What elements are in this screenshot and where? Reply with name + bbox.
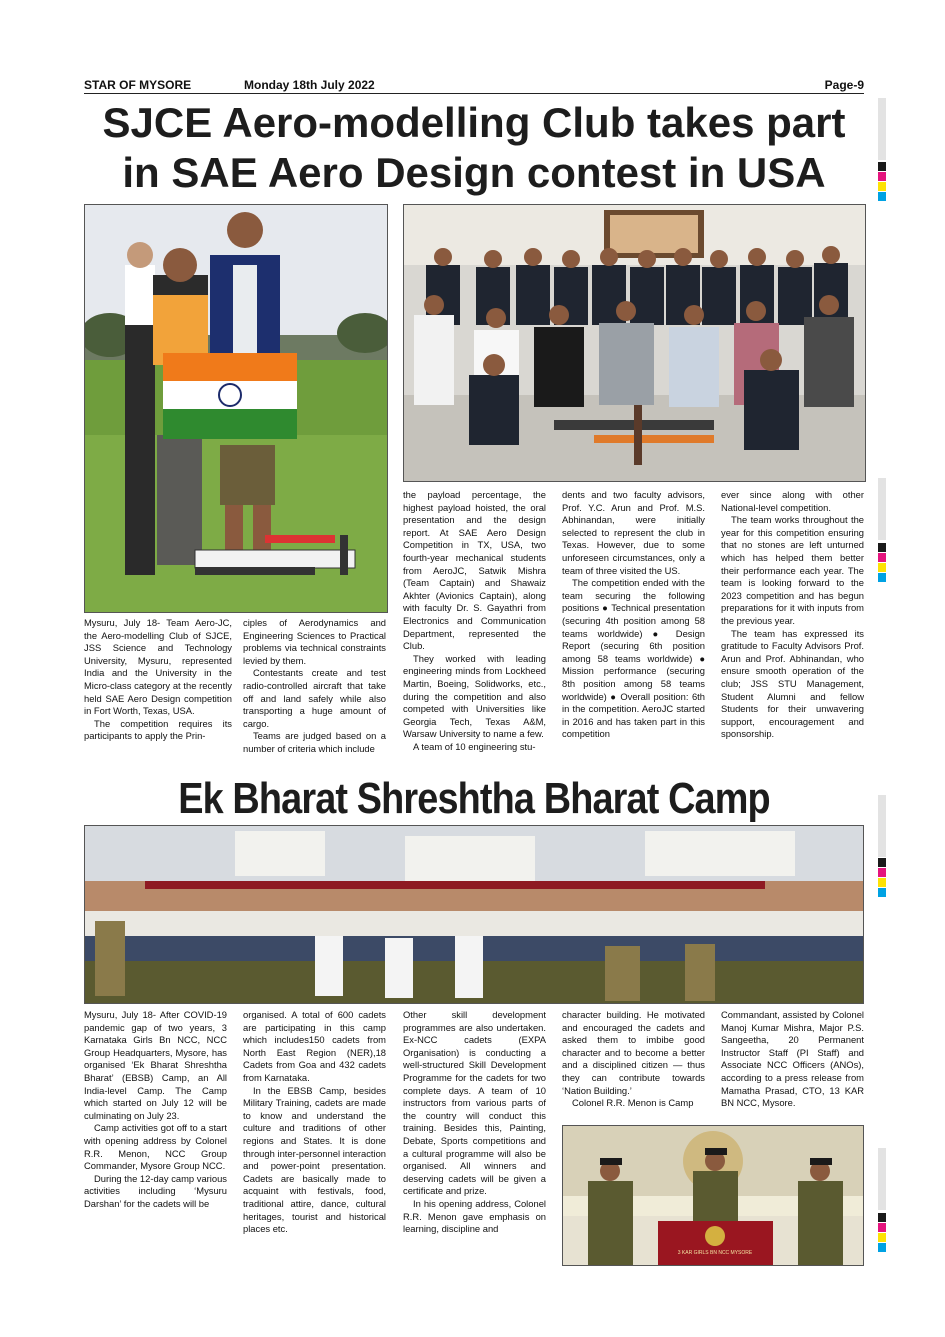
photo-ncc-officers: [562, 1125, 864, 1266]
issue-date: Monday 18th July 2022: [244, 78, 375, 92]
story1-col5-para: The team has expressed its gratitude to Faculty Advisors Prof. Arun and Prof. Abhinandan, who ensure smooth operation of the club; JSS STU Management, Student Alumni and fellow Students for their unwavering support, encouragement and sponsorship.: [721, 627, 864, 740]
story1-col4-para: The competition ended with the team securing the following positions ● Technical presentation (securing 4th position among 58 teams worldwide) ● Design Report (securing 6th position among 58 teams worldwide) ● Mission performance (securing 8th position among 58 teams worldwide) ● Overall position: 6th in the competition. AeroJC started in 2016 and has taken part in this competition: [562, 577, 705, 740]
registration-grey-bar: [878, 795, 886, 857]
registration-magenta-mark: [878, 553, 886, 562]
page-number: Page-9: [824, 78, 864, 92]
registration-magenta-mark: [878, 1223, 886, 1232]
registration-yellow-mark: [878, 878, 886, 887]
registration-black-mark: [878, 162, 886, 171]
registration-cyan-mark: [878, 1243, 886, 1252]
story2-col4: [562, 1009, 705, 1119]
story1-headline-line2: in SAE Aero Design contest in USA: [122, 149, 826, 196]
story2-col4-para: Colonel R.R. Menon is Camp: [572, 1097, 694, 1109]
registration-cyan-mark: [878, 192, 886, 201]
story2-col2-para: In the EBSB Camp, besides Military Training, cadets are made to know and understand the culture and traditions of other regions and States. It is done through inter-personnel interaction and power-point presentation. Cadets are basically made to acquaint with festivals, food, traditional attire, dance, cultural heritages, tourist and historical places etc.: [243, 1084, 386, 1235]
photo-students-flag: [84, 204, 388, 613]
story1-col5-para: ever since along with other National-level competition.: [721, 489, 864, 513]
story2-col3-para: In his opening address, Colonel R.R. Menon gave emphasis on learning, discipline and: [403, 1197, 546, 1235]
registration-grey-bar: [878, 478, 886, 540]
photo-ncc-cadets: [84, 825, 864, 1004]
story1-col2-para: Contestants create and test radio-controlled aircraft that take off and land safely while also transporting a huge amount of cargo.: [243, 667, 386, 729]
paper-name: STAR OF MYSORE: [84, 78, 192, 92]
story1-col5-para: The team works throughout the year for this competition ensuring that no stones are left unturned which has helped them better their performance each year. The team is looking forward to the 2023 competition and has begun preparations for it with inputs from the previous year.: [721, 514, 864, 626]
registration-black-mark: [878, 858, 886, 867]
story1-col3-para: the payload percentage, the highest payload hoisted, the oral presentation and the design report. At SAE Aero Design Competition in TX, USA, two fourth-year mechanical students from AeroJC, Satwik Mishra (Team Captain) and Shawaiz Akhter (Avionics Captain), along with faculty Dr. S. Gayathri from Electronics and Communication Department, represented the Club.: [403, 489, 546, 652]
story1-col2: [243, 617, 386, 767]
story1-col1: [84, 617, 232, 767]
story2-col2: [243, 1009, 386, 1264]
registration-yellow-mark: [878, 563, 886, 572]
story1-col5: [721, 489, 864, 767]
story1-col2-para: ciples of Aerodynamics and Engineering Sciences to Practical problems via technical constraints levied by them.: [243, 617, 386, 666]
story2-headline: Ek Bharat Shreshtha Bharat Camp: [178, 774, 770, 823]
registration-magenta-mark: [878, 868, 886, 877]
header-rule: [84, 93, 864, 94]
registration-black-mark: [878, 1213, 886, 1222]
story2-col1-para: Camp activities got off to a start with opening address by Colonel R.R. Menon, NCC Group Commander, Mysore Group NCC.: [84, 1122, 227, 1172]
story2-col1-para: Mysuru, July 18- After COVID-19 pandemic gap of two years, 3 Karnataka Girls Bn NCC, NCC Group Headquarters, Mysore, has organised ‘Ek Bharat Shreshtha Bharat’ (EBSB) Camp, an All India-level Camp. The Camp which started on July 12 will be culminating on July 23.: [84, 1009, 227, 1121]
story2-col3-para: Other skill development programmes are also undertaken. Ex-NCC cadets (EXPA Organisation) is conducting a well-structured Skill Development Programme for the cadets for two complete days. A team of 10 instructors from various parts of the country will conduct this training. Besides this, Painting, Debate, Sports competitions and a cultural programme will also be organised. All winners and deserving cadets will be given a certificate and prize.: [403, 1009, 546, 1197]
story1-col1-para: The competition requires its participants to apply the Prin-: [84, 717, 232, 742]
story1-headline-line1: SJCE Aero-modelling Club takes part: [102, 99, 846, 146]
registration-yellow-mark: [878, 1233, 886, 1242]
story2-col5: [721, 1009, 864, 1119]
photo-team-group: [403, 204, 866, 482]
story1-col3-para: They worked with leading engineering minds from Lockheed Martin, Boeing, Solidworks, etc., during the competition and also competed with Universities like Georgia Tech, Texas A&M, Warsaw University to name a few.: [403, 652, 546, 740]
story1-col4-para: dents and two faculty advisors, Prof. Y.C. Arun and Prof. M.S. Abhinandan, were initially selected to represent the club in Texas. However, due to some unforeseen circumstances, only a team of three visited the US.: [562, 489, 705, 576]
story1-col3: [403, 489, 546, 767]
story2-col5-para: Commandant, assisted by Colonel Manoj Kumar Mishra, Major P.S. Sangeetha, 20 Permanent Instructor Staff (PI Staff) and Associate NCC Officers (ANOs), according to a press release from Mamatha Prasad, CTO, 13 KAR BN NCC, Mysore.: [721, 1009, 864, 1109]
story1-col1-para: Mysuru, July 18- Team Aero-JC, the Aero-modelling Club of SJCE, JSS Science and Technology University, Mysuru, represented India and the University in the Micro-class category at the recently held SAE Aero Design competition in Fort Worth, Texas, USA.: [84, 617, 232, 717]
story1-col3-para: A team of 10 engineering stu-: [413, 740, 536, 752]
story2-col1: [84, 1009, 227, 1264]
story2-col2-para: organised. A total of 600 cadets are participating in this camp which includes150 cadets from North East Region (NER),18 Cadets from Goa and 432 cadets from Karnataka.: [243, 1009, 386, 1083]
registration-grey-bar: [878, 1148, 886, 1210]
registration-black-mark: [878, 543, 886, 552]
registration-magenta-mark: [878, 172, 886, 181]
story2-col1-para: During the 12-day camp various activities including ‘Mysuru Darshan’ for the cadets will be: [84, 1172, 227, 1209]
registration-cyan-mark: [878, 888, 886, 897]
story2-col4-para: character building. He motivated and encouraged the cadets and asked them to imbibe good character and to become a better and a disciplined citizen — thus they can contribute towards ‘Nation Building.’: [562, 1009, 705, 1096]
registration-cyan-mark: [878, 573, 886, 582]
registration-grey-bar: [878, 98, 886, 160]
ncc-table-cloth-text: 3 KAR GIRLS BN NCC MYSORE: [677, 1250, 753, 1256]
registration-yellow-mark: [878, 182, 886, 191]
story2-col3: [403, 1009, 546, 1264]
story1-col2-para: Teams are judged based on a number of criteria which include: [243, 730, 386, 754]
story1-col4: [562, 489, 705, 767]
